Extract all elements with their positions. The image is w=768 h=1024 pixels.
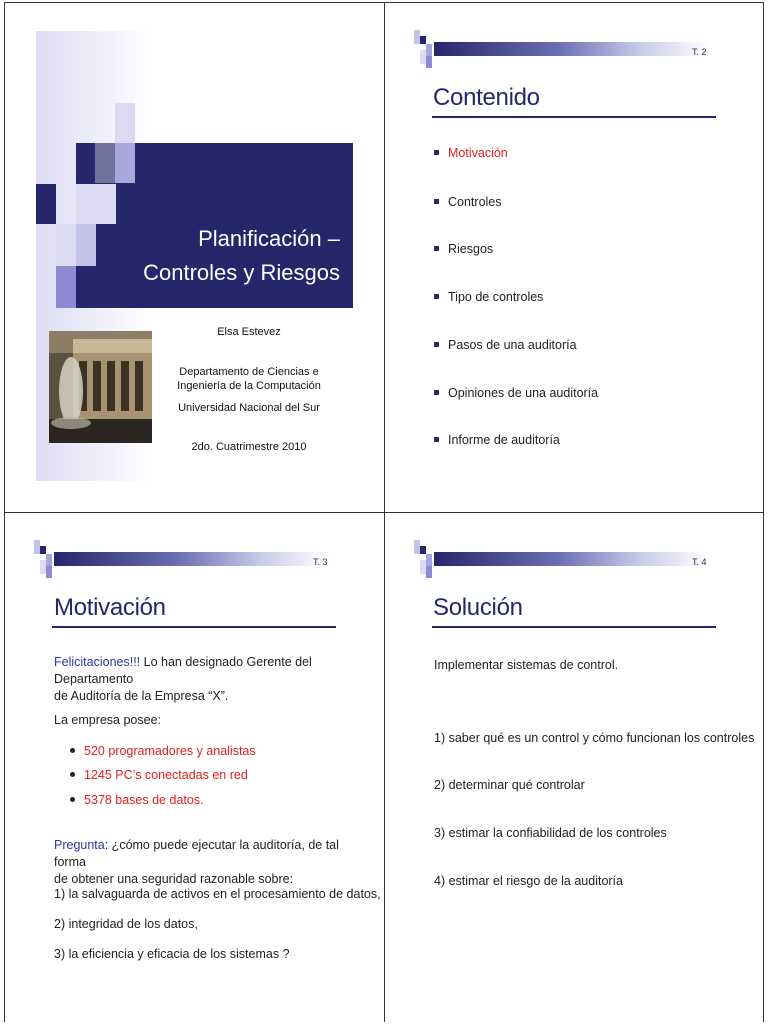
deco-square <box>115 143 135 183</box>
intro-highlight: Felicitaciones!!! <box>54 655 141 669</box>
company-fact: 520 programadores y analistas <box>70 744 256 758</box>
solution-step: 2) determinar qué controlar <box>434 778 585 792</box>
title-line-1: Planificación – <box>198 226 340 251</box>
title-slide-heading <box>76 222 340 290</box>
solution-step: 1) saber qué es un control y cómo funcionan los controles <box>434 731 755 745</box>
building-photo <box>49 331 152 443</box>
deco-square <box>56 224 76 266</box>
author-name: Elsa Estevez <box>217 326 281 338</box>
company-has-label: La empresa posee: <box>54 713 162 727</box>
solution-intro: Implementar sistemas de control. <box>434 658 619 672</box>
question-text: Pregunta: ¿cómo puede ejecutar la auditoría, de tal forma de obtener una seguridad razonable sobre: <box>54 838 339 886</box>
slide3-title: Motivación <box>54 594 166 621</box>
toc-item: Riesgos <box>434 242 493 256</box>
page-border-right <box>763 2 764 1022</box>
slide2-title: Contenido <box>433 84 540 111</box>
motivation-intro: Felicitaciones!!! Lo han designado Gerente del Departamento de Auditoría de la Empresa “X”. <box>54 655 312 703</box>
slide3-header-bar <box>54 552 330 566</box>
slide2-number: T. 2 <box>692 47 707 57</box>
solution-step: 3) estimar la confiabilidad de los controles <box>434 826 667 840</box>
title-line-2: Controles y Riesgos <box>143 260 340 285</box>
university-name: Universidad Nacional del Sur <box>178 402 320 414</box>
toc-item: Pasos de una auditoría <box>434 338 577 352</box>
slide4-title-rule <box>432 626 716 628</box>
toc-item: Informe de auditoría <box>434 433 560 447</box>
company-fact: 1245 PC’s conectadas en red <box>70 768 248 782</box>
slide4-title: Solución <box>433 594 523 621</box>
slide2-title-rule <box>432 116 716 118</box>
slide3-number: T. 3 <box>313 557 328 567</box>
slide3-header-decoration <box>34 540 334 580</box>
department-name: Departamento de Ciencias e Ingeniería de la Computación <box>177 366 321 392</box>
deco-square <box>56 266 76 308</box>
company-fact: 5378 bases de datos. <box>70 793 204 807</box>
toc-item: Motivación <box>434 146 508 160</box>
slide3-title-rule <box>52 626 336 628</box>
deco-square <box>95 143 115 183</box>
deco-square <box>76 184 116 224</box>
solution-step: 4) estimar el riesgo de la auditoría <box>434 874 623 888</box>
slide2-header-bar <box>434 42 710 56</box>
deco-square <box>36 184 56 224</box>
toc-item: Controles <box>434 195 502 209</box>
question-highlight: Pregunta <box>54 838 105 852</box>
slide4-header-decoration <box>414 540 714 580</box>
slide4-number: T. 4 <box>692 557 707 567</box>
question-point: 1) la salvaguarda de activos en el procesamiento de datos, <box>54 887 381 901</box>
slide2-header-decoration <box>414 30 714 70</box>
slide4-header-bar <box>434 552 710 566</box>
divider-vertical <box>384 2 385 1022</box>
question-point: 3) la eficiencia y eficacia de los sistemas ? <box>54 947 290 961</box>
building-photo-drawing <box>49 331 152 443</box>
toc-item: Opiniones de una auditoría <box>434 386 598 400</box>
term-label: 2do. Cuatrimestre 2010 <box>191 441 307 453</box>
deco-square <box>115 103 135 143</box>
question-point: 2) integridad de los datos, <box>54 917 198 931</box>
toc-item: Tipo de controles <box>434 290 543 304</box>
